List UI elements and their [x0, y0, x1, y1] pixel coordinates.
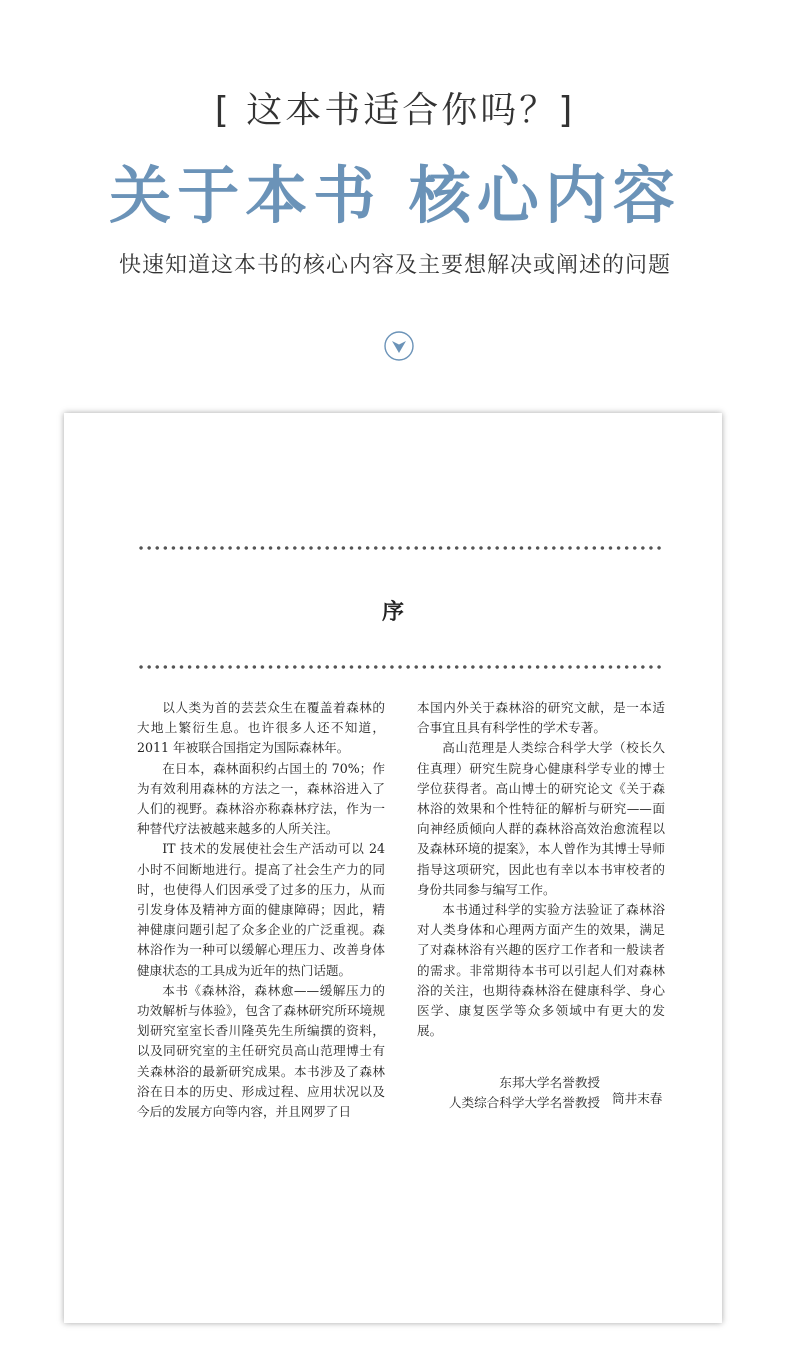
page-subtitle: 快速知道这本书的核心内容及主要想解决或阐述的问题	[118, 253, 671, 278]
paragraph: 在日本，森林面积约占国土的 70%；作为有效利用森林的方法之一，森林浴进入了人们的视野。森林浴亦称森林疗法，作为一种替代疗法被越来越多的人所关注。	[137, 760, 385, 837]
dotted-divider	[137, 546, 663, 550]
paragraph: 本国内外关于森林浴的研究文献，是一本适合事宜且具有科学性的学术专著。	[417, 700, 665, 736]
chevron-down-circle-icon	[384, 331, 414, 361]
signature-name: 筒井末春	[612, 1091, 663, 1106]
right-column	[417, 698, 665, 1041]
signature-title: 人类综合科学大学名誉教授	[448, 1095, 600, 1110]
left-column	[137, 698, 385, 1122]
section-question: [ 这本书适合你吗？]	[214, 90, 576, 131]
paragraph: 本书通过科学的实验方法验证了森林浴对人类身体和心理两方面产生的效果，满足了对森林浴有兴趣的医疗工作者和一般读者的需求。非常期待本书可以引起人们对森林浴的关注，也期待森林浴在健康科学、身心医学、康复医学等众多领域中有更大的发展。	[417, 902, 665, 1039]
signature-titles	[444, 1073, 600, 1113]
page-title: 关于本书 核心内容	[109, 159, 681, 232]
preface-heading: 序	[381, 600, 404, 625]
signature-title: 东邦大学名誉教授	[499, 1075, 600, 1090]
paragraph: 本书《森林浴，森林愈——缓解压力的功效解析与体验》，包含了森林研究所环境规划研究室室长香川隆英先生所编撰的资料，以及同研究室的主任研究员高山范理博士有关森林浴的最新研究成果。本书涉及了森林浴在日本的历史、形成过程、应用状况以及今后的发展方向等内容，并且网罗了日	[137, 982, 385, 1120]
paragraph: 高山范理是人类综合科学大学（校长久住真理）研究生院身心健康科学专业的博士学位获得者。高山博士的研究论文《关于森林浴的效果和个性特征的解析与研究——面向神经质倾向人群的森林浴高效治愈流程以及森林环境的提案》，本人曾作为其博士导师指导这项研究，因此也有幸以本书审校者的身份共同参与编写工作。	[417, 740, 665, 897]
paragraph: IT 技术的发展使社会生产活动可以 24 小时不间断地进行。提高了社会生产力的同时，也使得人们因承受了过多的压力，从而引发身体及精神方面的健康障碍；因此，精神健康问题引起了众多企业的广泛重视。森林浴作为一种可以缓解心理压力、改善身体健康状态的工具成为近年的热门话题。	[137, 841, 385, 978]
paragraph: 以人类为首的芸芸众生在覆盖着森林的大地上繁衍生息。也许很多人还不知道，2011 年被联合国指定为国际森林年。	[137, 700, 385, 756]
book-page	[64, 413, 722, 1323]
dotted-divider	[137, 665, 663, 669]
